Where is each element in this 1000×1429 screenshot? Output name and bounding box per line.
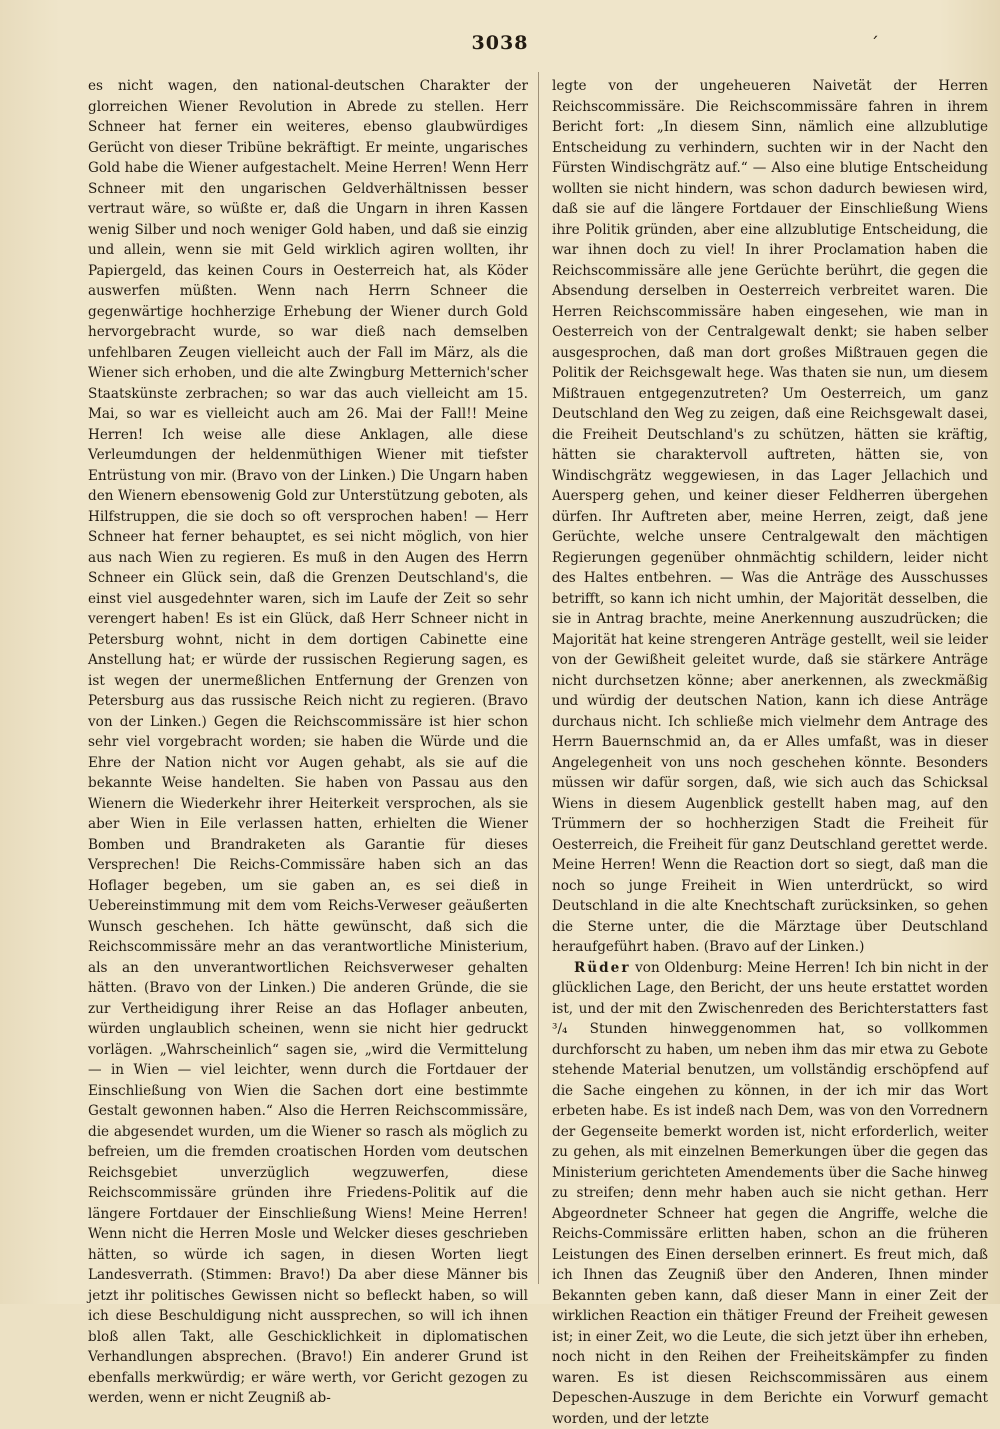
right-paragraph-continuation	[552, 76, 988, 958]
speech-text: von Oldenburg: Meine Herren! Ich bin nicht in der glücklichen Lage, den Bericht, der uns heute erstattet worden ist, und der mit den Zwischenreden des Berichterstatters fast ³/₄ Stunden hinweggenommen hat, so vollkommen durchforscht zu haben, um neben ihm das mir etwa zu Gebote stehende Material benutzen, um vollständig erschöpfend auf die Sache eingehen zu können, in der ich mir das Wort erbeten habe. Es ist indeß nach Dem, was von den Vorrednern der Gegenseite bemerkt worden ist, nicht erforderlich, weiter zu gehen, als mit einzelnen Bemerkungen über die gegen das Ministerium gerichteten Amendements über die Sache hinweg zu streifen; denn mehr haben auch sie nicht gethan. Herr Abgeordneter Schneer hat gegen die Angriffe, welche die Reichs-Commissäre erlitten haben, schon an die früheren Leistungen des Einen derselben erinnert. Es freut mich, daß ich Ihnen das Zeugniß über den Anderen, Ihnen minder Bekannten geben kann, daß dieser Mann in einer Zeit der wirklichen Reaction ein thätiger Freund der Freiheit gewesen ist; in einer Zeit, wo die Leute, die sich jetzt über ihn erheben, noch nicht in den Reihen der Freiheitskämpfer zu finden waren. Es ist diesen Reichscommissären aus einem Depeschen-Auszuge in dem Berichte ein Vorwurf gemacht worden, und der letzte	[552, 960, 988, 1427]
corner-mark: ´	[870, 34, 879, 55]
right-column	[552, 76, 988, 1288]
right-paragraph-speech	[552, 958, 988, 1429]
page-number: 3038	[0, 32, 1000, 54]
left-paragraph: es nicht wagen, den national-deutschen Charakter der glorreichen Wiener Revolution in Abrede zu stellen. Herr Schneer hat ferner ein weiteres, ebenso glaubwürdiges Gerücht von dieser Tribüne bekräftigt. Er meinte, ungarisches Gold habe die Wiener aufgestachelt. Meine Herren! Wenn Herr Schneer mit den ungarischen Geldverhältnissen besser vertraut wäre, so wüßte er, daß die Ungarn in ihren Kassen wenig Silber und noch weniger Gold haben, und daß sie einzig und allein, wenn sie mit Geld wirklich agiren wollten, ihr Papiergeld, das keinen Cours in Oesterreich hat, als Köder auswerfen müßten. Wenn nach Herrn Schneer die gegenwärtige hochherzige Erhebung der Wiener durch Gold hervorgebracht wurde, so war dieß nach demselben unfehlbaren Zeugen vielleicht auch der Fall im März, als die Wiener sich erhoben, und die alte Zwingburg Metternich'scher Staatskünste zerbrachen; so war das auch vielleicht am 15. Mai, so war es vielleicht auch am 26. Mai der Fall!! Meine Herren! Ich weise alle diese Anklagen, alle diese Verleumdungen der heldenmüthigen Wiener mit tiefster Entrüstung von mir. (Bravo von der Linken.) Die Ungarn haben den Wienern ebensowenig Gold zur Unterstützung geboten, als Hilfstruppen, die sie doch so oft versprochen haben! — Herr Schneer hat ferner behauptet, es sei nicht möglich, von hier aus nach Wien zu regieren. Es muß in den Augen des Herrn Schneer ein Glück sein, daß die Grenzen Deutschland's, die einst viel ausgedehnter waren, sich im Laufe der Zeit so sehr verengert haben! Es ist ein Glück, daß Herr Schneer nicht in Petersburg wohnt, nicht in dem dortigen Cabinette eine Anstellung hat; er würde der russischen Regierung sagen, es ist wegen der unermeßlichen Entfernung der Grenzen von Petersburg aus das russische Reich nicht zu regieren. (Bravo von der Linken.) Gegen die Reichscommissäre ist hier schon sehr viel vorgebracht worden; sie haben die Würde und die Ehre der Nation nicht vor Augen gehabt, als sie auf die bekannte Weise handelten. Sie haben von Passau aus den Wienern die Wiederkehr ihrer Heiterkeit versprochen, als sie aber Wien in Eile verlassen hatten, erhielten die Wiener Bomben und Brandraketen als Garantie für dieses Versprechen! Die Reichs-Commissäre haben sich an das Hoflager begeben, um sie gaben an, es sei dieß in Uebereinstimmung mit dem vom Reichs-Verweser geäußerten Wunsch geschehen. Ich hätte gewünscht, daß sich die Reichscommissäre mehr an das verantwortliche Ministerium, als an den unverantwortlichen Reichsverweser gehalten hätten. (Bravo von der Linken.) Die anderen Gründe, die sie zur Vertheidigung ihrer Reise an das Hoflager anbeuten, würden unglaublich scheinen, wenn sie nicht hier gedruckt vorlägen. „Wahrscheinlich“ sagen sie, „wird die Vermittelung — in Wien — viel leichter, wenn durch die Fortdauer der Einschließung von Wien die Sachen dort eine bestimmte Gestalt gewonnen haben.“ Also die Herren Reichscommissäre, die abgesendet wurden, um die Wiener so rasch als möglich zu befreien, um die fremden croatischen Horden vom deutschen Reichsgebiet unverzüglich wegzuwerfen, diese Reichscommissäre gründen ihre Friedens-Politik auf die längere Fortdauer der Einschließung Wiens! Meine Herren! Wenn nicht die Herren Mosle und Welcker dieses geschrieben hätten, so würde ich sagen, in diesen Worten liegt Landesverrath. (Stimmen: Bravo!) Da aber diese Männer bis jetzt ihr politisches Gewissen nicht so befleckt haben, so will ich diese Beschuldigung nicht aussprechen, so will ich ihnen bloß allen Takt, alle Geschicklichkeit in diplomatischen Verhandlungen absprechen. (Bravo!) Ein anderer Grund ist ebenfalls merkwürdig; er wäre werth, vor Gericht gezogen zu werden, wenn er nicht Zeugniß ab-	[88, 76, 528, 1409]
left-column	[88, 76, 528, 1288]
speaker-name: Rüder	[574, 960, 631, 976]
continuation-text: legte von der ungeheueren Naivetät der Herren Reichscommissäre. Die Reichscommissäre fahren in ihrem Bericht fort: „In diesem Sinn, nämlich eine allzublutige Entscheidung zu verhindern, suchten wir in der Nacht den Fürsten Windischgrätz auf.“ — Also eine blutige Entscheidung wollten sie nicht hindern, was schon dadurch bewiesen wird, daß sie auf die längere Fortdauer der Einschließung Wiens ihre Politik gründen, aber eine allzublutige Entscheidung, die war ihnen doch zu viel! In ihrer Proclamation haben die Reichscommissäre alle jene Gerüchte berührt, die gegen die Absendung derselben in Oesterreich verbreitet waren. Die Herren Reichscommissäre haben eingesehen, wie man in Oesterreich von der Centralgewalt denkt; sie haben selber ausgesprochen, daß man dort großes Mißtrauen gegen die Politik der Reichsgewalt hege. Was thaten sie nun, um diesem Mißtrauen entgegenzutreten? Um Oesterreich, um ganz Deutschland den Weg zu zeigen, daß eine Reichsgewalt dasei, die Freiheit Deutschland's zu schützen, hätten sie kräftig, hätten sie charaktervoll auftreten, hätten sie, von Windischgrätz weggewiesen, in das Lager Jellachich und Auersperg gehen, und keiner dieser Feldherren übergehen dürfen. Ihr Auftreten aber, meine Herren, zeigt, daß jene Gerüchte, welche unsere Centralgewalt den mächtigen Regierungen gegenüber ohnmächtig schildern, leider nicht des Haltes entbehren. — Was die Anträge des Ausschusses betrifft, so kann ich nicht umhin, der Majorität desselben, die sie in Antrag brachte, meine Anerkennung auszudrücken; die Majorität hat keine strengeren Anträge gestellt, weil sie leider von der Gewißheit geleitet wurde, daß sie stärkere Anträge nicht durchsetzen könne; aber anerkennen, als zweckmäßig und würdig der deutschen Nation, kann ich diese Anträge durchaus nicht. Ich schließe mich vielmehr dem Antrage des Herrn Bauernschmid an, da er Alles umfaßt, was in dieser Angelegenheit von uns noch geschehen könnte. Besonders müssen wir dafür sorgen, daß, wie sich auch das Schicksal Wiens in diesem Augenblick gestellt haben mag, auf den Trümmern der so hochherzigen Stadt die Freiheit für Oesterreich, die Freiheit für ganz Deutschland gerettet werde. Meine Herren! Wenn die Reaction dort so siegt, daß man die noch so junge Freiheit in Wien unterdrückt, so wird Deutschland in die alte Knechtschaft zurücksinken, so gehen die Sterne unter, die die Märztage über Deutschland heraufgeführt haben. (Bravo auf der Linken.)	[552, 78, 988, 955]
column-divider	[538, 72, 539, 1284]
